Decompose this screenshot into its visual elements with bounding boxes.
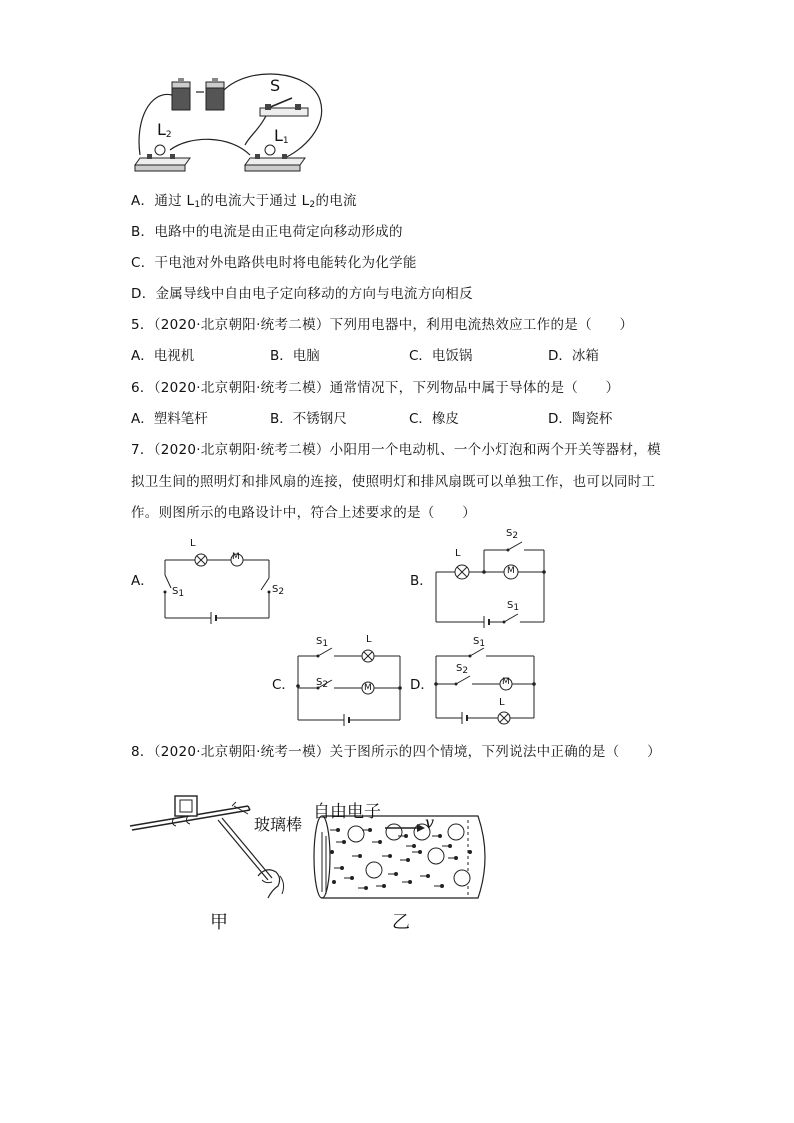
q8-label-free-electron: 自由电子 — [313, 802, 381, 822]
q7b-motor-label: M — [507, 566, 515, 576]
q7-circuit-c — [298, 648, 408, 723]
q4-label-l2: $L_2$ — [157, 120, 172, 140]
q6-stem: 6．（2020·北京朝阳·统考二模）通常情况下，下列物品中属于导体的是（ ） — [131, 380, 620, 396]
q7-circuit-b — [436, 536, 556, 626]
q7d-s1-label: $S_1$ — [473, 636, 486, 649]
q7-choice-d-label: D． — [410, 677, 434, 693]
q6-option-b: B．不锈钢尺 — [270, 411, 347, 427]
q5-option-d: D．冰箱 — [548, 348, 599, 364]
q7b-lamp-label: L — [455, 548, 461, 559]
q7c-s2-label: $S_2$ — [316, 677, 329, 690]
q7d-lamp-label: L — [499, 697, 505, 708]
q7-stem-line3: 作。则图所示的电路设计中，符合上述要求的是（ ） — [131, 505, 476, 521]
q8-label-jia: 甲 — [210, 912, 228, 933]
q7a-s2-label: $S_2$ — [272, 584, 285, 597]
q4-option-a: A．通过 $L_1$的电流大于通过 $L_2$的电流 — [131, 193, 357, 210]
q4-option-d: D．金属导线中自由电子定向移动的方向与电流方向相反 — [131, 286, 473, 302]
q8-label-glass-rod: 玻璃棒 — [254, 815, 303, 834]
q7-circuit-a — [165, 550, 285, 620]
q8-stem: 8．（2020·北京朝阳·统考一模）关于图所示的四个情境，下列说法中正确的是（ ） — [131, 744, 661, 760]
q7d-motor-label: M — [502, 677, 510, 687]
q7-circuit-d — [436, 650, 546, 725]
q4-option-c: C．干电池对外电路供电时将电能转化为化学能 — [131, 255, 417, 271]
q7c-lamp-label: L — [366, 634, 372, 645]
battery-1 — [172, 78, 190, 110]
q7d-s2-label: $S_2$ — [456, 663, 469, 676]
q7-choice-a-label: A． — [131, 573, 154, 589]
q7a-lamp-label: L — [190, 538, 196, 549]
q7-stem-line1: 7．（2020·北京朝阳·统考二模）小阳用一个电动机、一个小灯泡和两个开关等器材，模 — [131, 442, 661, 458]
q6-option-d: D．陶瓷杯 — [548, 411, 613, 427]
q6-option-c: C．橡皮 — [409, 411, 459, 427]
q7b-s2-label: $S_2$ — [506, 528, 519, 541]
q7-choice-b-label: B． — [410, 573, 433, 589]
q5-option-c: C．电饭锅 — [409, 348, 473, 364]
q7c-motor-label: M — [364, 683, 372, 693]
battery-2 — [206, 78, 224, 110]
q7a-motor-label: M — [232, 552, 240, 562]
lamp-base-l1 — [245, 145, 305, 171]
q8-label-yi: 乙 — [392, 912, 410, 933]
q5-option-b: B．电脑 — [270, 348, 320, 364]
q8-label-velocity: v — [425, 813, 435, 832]
q5-option-a: A．电视机 — [131, 348, 195, 364]
q4-label-l1: $L_1$ — [274, 126, 289, 146]
q7c-s1-label: $S_1$ — [316, 636, 329, 649]
q4-option-b: B．电路中的电流是由正电荷定向移动形成的 — [131, 224, 403, 240]
lamp-base-l2 — [135, 145, 190, 171]
q7-stem-line2: 拟卫生间的照明灯和排风扇的连接，使照明灯和排风扇既可以单独工作，也可以同时工 — [131, 474, 656, 490]
q8-velocity-arrow — [385, 823, 425, 833]
switch-s — [260, 98, 308, 116]
q6-option-a: A．塑料笔杆 — [131, 411, 208, 427]
q4-label-s: S — [270, 76, 281, 95]
q7-choice-c-label: C． — [272, 677, 295, 693]
q7a-s1-label: $S_1$ — [172, 586, 185, 599]
q5-stem: 5．（2020·北京朝阳·统考二模）下列用电器中，利用电流热效应工作的是（ ） — [131, 317, 634, 333]
q7b-s1-label: $S_1$ — [507, 600, 520, 613]
